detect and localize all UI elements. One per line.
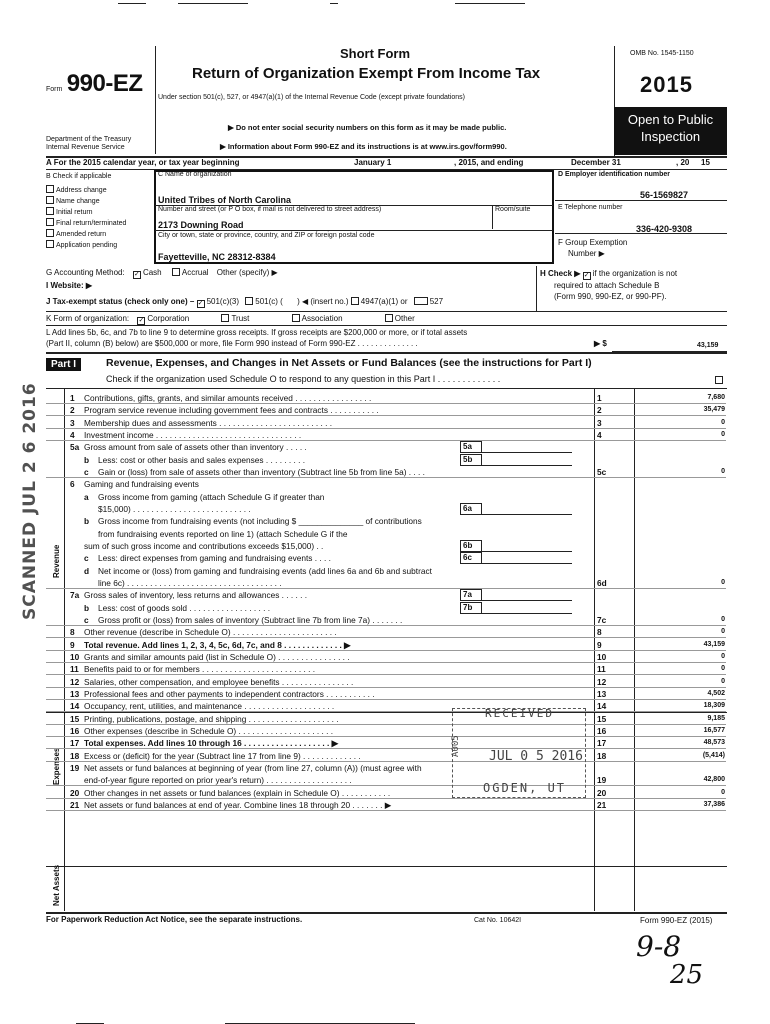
status-501c3-checkbox[interactable]: ✓ 501(c)(3) <box>197 297 240 307</box>
line-ref: 5c <box>597 466 607 477</box>
received-date: JUL 0 5 2016 <box>489 749 583 764</box>
line-description: from fundraising events reported on line 1) (attach Schedule G if the <box>98 528 348 539</box>
scan-mark <box>330 3 338 4</box>
handwritten-note-1: 9-8 <box>636 930 682 963</box>
line-amount[interactable]: 37,386 <box>703 800 725 808</box>
line-number: a <box>84 491 89 502</box>
line-description: Net assets or fund balances at beginning of year (from line 27, column (A)) (must agree with <box>84 762 422 773</box>
line-number: 6 <box>70 479 75 490</box>
line-number: 10 <box>70 651 80 662</box>
line-ref: 1 <box>597 393 602 403</box>
line-k <box>46 314 415 325</box>
website-label[interactable]: I Website: ▶ <box>46 281 93 290</box>
line-amount[interactable]: 0 <box>721 467 725 475</box>
line-ref: 18 <box>597 750 607 761</box>
schedule-o-check: Check if the organization used Schedule O to respond to any question in this Part I . . . . . . . . . . . . . <box>106 374 727 384</box>
line-ref: 12 <box>597 676 607 687</box>
line-amount[interactable]: 16,577 <box>703 726 725 734</box>
group-exemption-label: F Group Exemption <box>558 238 628 247</box>
part-i-line <box>46 663 726 675</box>
part-i-line <box>46 577 726 589</box>
line-number: 3 <box>70 417 75 428</box>
part-i-line <box>46 552 726 564</box>
line-amount[interactable]: 0 <box>721 788 725 796</box>
line-number: 14 <box>70 701 80 712</box>
scanned-stamp: SCANNED JUL 2 6 2016 <box>20 382 40 620</box>
part-i-line <box>46 787 726 799</box>
tax-exempt-status-label: J Tax-exempt status (check only one) – <box>46 297 195 306</box>
line-number: b <box>84 454 90 465</box>
subline-box: 6c <box>460 552 482 564</box>
address-change-checkbox[interactable]: Address change <box>46 185 126 196</box>
no-ssn-notice: ▶ Do not enter social security numbers on this form as it may be made public. <box>228 123 507 132</box>
line-number: 18 <box>70 750 80 761</box>
gross-receipts-amount[interactable]: 43,159 <box>697 342 719 349</box>
line-number: 21 <box>70 799 80 810</box>
line-number: 12 <box>70 676 80 687</box>
line-ref: 4 <box>597 429 602 440</box>
line-number: d <box>84 565 90 576</box>
part-i-line <box>46 762 726 774</box>
ein-label: D Employer identification number <box>558 171 671 178</box>
schedule-b-checkbox[interactable]: ✓ <box>583 272 590 279</box>
part-i-tag: Part I <box>46 358 81 371</box>
handwritten-note-2: 25 <box>670 960 704 990</box>
part-i-line <box>46 688 726 700</box>
line-description: Net income or (loss) from gaming and fundraising events (add lines 6a and 6b and subtract <box>98 565 432 576</box>
line-ref: 21 <box>597 799 607 810</box>
subline-amount-field[interactable] <box>482 454 572 466</box>
net-assets-label: Net Assets <box>52 864 61 906</box>
line-ref: 7c <box>597 614 607 625</box>
line-l: L Add lines 5b, 6c, and 7b to line 9 to determine gross receipts. If gross receipts are $200,000 or more, or if total assets (Part II, column (B) below) are $500,000 or more, file Form 990 instead of Form 990-EZ . . . . . . . . . . . . . . ▶ $ 43,159 <box>46 328 719 349</box>
open-public-line-2: Inspection <box>640 129 701 144</box>
form-footer: Form 990-EZ (2015) <box>640 916 713 925</box>
line-description: sum of such gross income and contributions exceeds $15,000) . . <box>84 540 324 551</box>
line-description: Gross income from gaming (attach Schedule G if greater than <box>98 491 325 502</box>
line-h: H Check ▶ ✓ if the organization is not required to attach Schedule B (Form 990, 990-EZ, or 990-PF). <box>540 269 678 301</box>
part-i-line <box>46 713 726 725</box>
subline-box: 7a <box>460 589 482 601</box>
part-i-line <box>46 417 726 429</box>
part-i-line <box>46 478 726 490</box>
status-501c-checkbox[interactable]: 501(c) ( <box>245 297 283 306</box>
group-exemption-number: Number ▶ <box>568 249 605 258</box>
line-ref: 13 <box>597 688 607 699</box>
cash-checkbox[interactable]: ✓ Cash <box>134 268 162 278</box>
subline-amount-field[interactable] <box>482 552 572 564</box>
part-i-line <box>46 774 726 786</box>
part-i-line <box>46 429 726 441</box>
line-amount[interactable]: 43,159 <box>703 640 725 648</box>
line-ref: 3 <box>597 417 602 428</box>
line-number: 1 <box>70 393 75 403</box>
subline-amount-field[interactable] <box>482 589 572 601</box>
line-ref: 17 <box>597 738 607 749</box>
part-i-line <box>46 565 726 577</box>
line-ref: 10 <box>597 651 607 662</box>
scan-mark <box>455 3 525 4</box>
subline-box: 5b <box>460 454 482 466</box>
line-number: c <box>84 466 89 477</box>
line-amount[interactable]: 35,479 <box>703 406 725 414</box>
subline-box: 7b <box>460 602 482 614</box>
line-number: 17 <box>70 738 80 749</box>
name-change-checkbox[interactable]: Name change <box>46 196 126 207</box>
group-exemption <box>558 237 627 259</box>
part-i-line <box>46 799 726 811</box>
form-title: Return of Organization Exempt From Income Tax <box>192 65 541 82</box>
telephone-value[interactable]: 336-420-9308 <box>636 224 693 234</box>
dept-treasury <box>46 136 131 152</box>
accrual-checkbox[interactable]: Accrual <box>172 268 209 277</box>
line-amount[interactable]: 0 <box>721 418 725 426</box>
part-i-line <box>46 540 726 552</box>
line-number: 9 <box>70 639 75 650</box>
subline-amount-field[interactable] <box>482 503 572 515</box>
subline-amount-field[interactable] <box>482 540 572 552</box>
accounting-method-label: G Accounting Method: <box>46 268 125 277</box>
line-ref: 9 <box>597 639 602 650</box>
tax-year-end-year[interactable]: 15 <box>701 158 710 167</box>
check-applicable-list <box>46 185 126 251</box>
line-description: Other changes in net assets or fund balances (explain in Schedule O) . . . . . . . . . . . <box>84 787 391 798</box>
corporation-checkbox[interactable]: ✓ Corporation <box>138 314 190 324</box>
street-address[interactable]: 2173 Downing Road <box>158 220 244 230</box>
line-ref: 15 <box>597 713 607 724</box>
line-description: Benefits paid to or for members . . . . . . . . . . . . . . . . . . . . . . . . . <box>84 664 316 675</box>
line-description: line 6c) . . . . . . . . . . . . . . . . . . . . . . . . . . . . . . . . . . <box>98 577 282 588</box>
line-number: c <box>84 614 89 625</box>
line-ref: 8 <box>597 627 602 638</box>
part-i-line <box>46 602 726 614</box>
line-amount[interactable]: 0 <box>721 430 725 438</box>
subline-amount-field[interactable] <box>482 441 572 453</box>
line-amount[interactable]: 0 <box>721 677 725 685</box>
form-number: 990-EZ <box>66 70 143 97</box>
line-description: Gross income from fundraising events (not including $ ______________ of contributions <box>98 516 422 527</box>
line-number: 20 <box>70 787 80 798</box>
line-description: Gain or (loss) from sale of assets other than inventory (Subtract line 5b from line 5a) . . . . <box>98 466 425 477</box>
part-i-title: Revenue, Expenses, and Changes in Net Assets or Fund Balances (see the instructions for Part I) <box>106 357 592 369</box>
part-i-line <box>46 528 726 540</box>
part-i-line <box>46 441 726 453</box>
line-description: Program service revenue including government fees and contracts . . . . . . . . . . . <box>84 405 379 416</box>
line-description: Membership dues and assessments . . . . . . . . . . . . . . . . . . . . . . . . . <box>84 417 333 428</box>
line-description: end-of-year figure reported on prior year's return) . . . . . . . . . . . . . . . . . . . <box>84 775 352 786</box>
info-notice: ▶ Information about Form 990-EZ and its instructions is at www.irs.gov/form990. <box>220 142 507 151</box>
part-i-line <box>46 589 726 601</box>
ein-value[interactable]: 56-1569827 <box>640 190 689 200</box>
received-label: RECEIVED <box>485 707 554 720</box>
line-a-mid: , 2015, and ending <box>454 158 524 167</box>
short-form-label: Short Form <box>340 46 411 61</box>
line-description: Gross profit or (loss) from sales of inventory (Subtract line 7b from line 7a) . . . . . . . <box>98 614 403 625</box>
line-number: 15 <box>70 713 80 724</box>
line-number: 19 <box>70 762 80 773</box>
part-i-line <box>46 676 726 688</box>
line-a <box>46 158 727 167</box>
part-i-line <box>46 626 726 638</box>
subline-amount-field[interactable] <box>482 602 572 614</box>
line-a-label: A For the 2015 calendar year, or tax year beginning <box>46 158 240 167</box>
line-ref: 6d <box>597 577 607 588</box>
line-number: 5a <box>70 442 80 453</box>
trust-checkbox[interactable]: Trust <box>221 314 249 323</box>
line-amount[interactable]: 42,800 <box>703 776 725 784</box>
line-description: Salaries, other compensation, and employee benefits . . . . . . . . . . . . . . . . <box>84 676 354 687</box>
line-description: Total revenue. Add lines 1, 2, 3, 4, 5c, 6d, 7c, and 8 . . . . . . . . . . . . . ▶ <box>84 639 351 650</box>
line-j: J Tax-exempt status (check only one) – ✓ 501(c)(3) 501(c) ( ) ◀ (insert no.) 4947(a)(1) or 527 <box>46 297 444 307</box>
open-public-line-1: Open to Public <box>627 112 714 127</box>
application-pending-checkbox[interactable]: Application pending <box>46 240 126 251</box>
line-number: 2 <box>70 405 75 416</box>
received-stamp <box>452 708 586 798</box>
line-number: 7a <box>70 590 80 601</box>
telephone-label: E Telephone number <box>558 204 623 211</box>
tax-year-begin[interactable]: January 1 <box>354 158 392 167</box>
part-i-line <box>46 700 726 712</box>
line-number: b <box>84 516 90 527</box>
revenue-label: Revenue <box>52 544 61 578</box>
line-description: Other expenses (describe in Schedule O) . . . . . . . . . . . . . . . . . . . . . <box>84 725 334 736</box>
part-i-line <box>46 466 726 478</box>
line-g <box>46 268 278 279</box>
line-description: Professional fees and other payments to independent contractors . . . . . . . . . . . <box>84 688 375 699</box>
line-amount[interactable]: 0 <box>721 615 725 623</box>
line-amount[interactable]: 48,573 <box>703 739 725 747</box>
line-ref: 19 <box>597 775 607 786</box>
line-description: Printing, publications, postage, and shipping . . . . . . . . . . . . . . . . . . . . <box>84 713 339 724</box>
line-description: Gross sales of inventory, less returns and allowances . . . . . . <box>84 590 308 601</box>
line-amount[interactable]: 4,502 <box>707 689 725 697</box>
line-description: Contributions, gifts, grants, and similar amounts received . . . . . . . . . . . . . . . . . <box>84 393 372 403</box>
line-description: Less: cost of goods sold . . . . . . . . . . . . . . . . . . <box>98 602 270 613</box>
received-code: A005 <box>451 735 461 757</box>
paperwork-notice: For Paperwork Reduction Act Notice, see the separate instructions. <box>46 915 303 924</box>
under-section: Under section 501(c), 527, or 4947(a)(1) of the Internal Revenue Code (except private foundations) <box>158 94 466 101</box>
scan-mark <box>118 3 146 4</box>
line-ref: 2 <box>597 405 602 416</box>
initial-return-checkbox[interactable]: Initial return <box>46 207 126 218</box>
line-ref: 20 <box>597 787 607 798</box>
other-method[interactable]: Other (specify) ▶ <box>216 268 278 277</box>
line-amount[interactable]: 0 <box>721 652 725 660</box>
expenses-label: Expenses <box>52 747 61 785</box>
line-amount[interactable]: 0 <box>721 578 725 586</box>
line-number: 13 <box>70 688 80 699</box>
line-amount[interactable]: 0 <box>721 628 725 636</box>
part-i-line <box>46 392 726 404</box>
line-amount[interactable]: 9,185 <box>707 714 725 722</box>
subline-box: 6a <box>460 503 482 515</box>
received-city: OGDEN, UT <box>483 781 567 795</box>
line-ref: 14 <box>597 701 607 712</box>
line-number: 11 <box>70 664 79 675</box>
org-name[interactable]: United Tribes of North Carolina <box>158 195 292 205</box>
part-i-line <box>46 614 726 626</box>
other-org-checkbox[interactable]: Other <box>385 314 415 323</box>
line-ref: 16 <box>597 725 607 736</box>
status-527-checkbox[interactable]: 527 <box>414 297 443 306</box>
line-amount[interactable]: 7,680 <box>707 394 725 401</box>
final-return-checkbox[interactable]: Final return/terminated <box>46 218 126 229</box>
city-label: City or town, state or province, country, and ZIP or foreign postal code <box>158 232 375 239</box>
line-amount[interactable]: 18,309 <box>703 702 725 710</box>
part-i-line <box>46 404 726 416</box>
part-i-line <box>46 503 726 515</box>
organization-box <box>154 170 554 264</box>
line-description: Occupancy, rent, utilities, and maintenance . . . . . . . . . . . . . . . . . . . . <box>84 701 335 712</box>
schedule-o-checkbox[interactable] <box>715 376 723 384</box>
part-i-line <box>46 491 726 503</box>
association-checkbox[interactable]: Association <box>292 314 343 323</box>
line-description: Net assets or fund balances at end of year. Combine lines 18 through 20 . . . . . . . ▶ <box>84 799 392 810</box>
scan-mark <box>178 3 248 4</box>
line-description: Other revenue (describe in Schedule O) . . . . . . . . . . . . . . . . . . . . . . . <box>84 627 337 638</box>
part-i-line <box>46 725 726 737</box>
line-amount[interactable]: 0 <box>721 665 725 673</box>
line-description: $15,000) . . . . . . . . . . . . . . . . . . . . . . . . . . <box>98 503 251 514</box>
subline-box: 6b <box>460 540 482 552</box>
part-i-line <box>46 639 726 651</box>
tax-year-end[interactable]: December 31 <box>571 158 621 167</box>
cat-number: Cat No. 10642I <box>474 917 522 924</box>
omb-number: OMB No. 1545-1150 <box>630 50 694 57</box>
status-4947-checkbox[interactable]: 4947(a)(1) or <box>351 297 408 306</box>
form-id <box>46 70 143 98</box>
line-a-year: , 20 <box>676 158 690 167</box>
room-suite-label: Room/suite <box>495 206 531 213</box>
line-description: Gaming and fundraising events <box>84 479 199 490</box>
form-of-org-label: K Form of organization: <box>46 314 130 323</box>
dept-line-1: Department of the Treasury <box>46 136 132 143</box>
line-ref: 11 <box>597 664 606 675</box>
city-state-zip[interactable]: Fayetteville, NC 28312-8384 <box>158 252 276 262</box>
check-applicable-label: B Check if applicable <box>46 173 112 180</box>
tax-year: 2015 <box>640 72 693 97</box>
form-prefix: Form <box>46 86 63 93</box>
line-description: Investment income . . . . . . . . . . . . . . . . . . . . . . . . . . . . . . . . <box>84 429 302 440</box>
line-description: Less: cost or other basis and sales expenses . . . . . . . . . <box>98 454 306 465</box>
line-number: b <box>84 602 90 613</box>
line-description: Total expenses. Add lines 10 through 16 . . . . . . . . . . . . . . . . . . . ▶ <box>84 738 338 749</box>
line-number: 16 <box>70 725 80 736</box>
part-i-line <box>46 515 726 527</box>
dept-line-2: Internal Revenue Service <box>46 144 125 151</box>
line-number: 4 <box>70 429 75 440</box>
part-i-line <box>46 737 726 749</box>
line-number: c <box>84 553 89 564</box>
line-description: Excess or (deficit) for the year (Subtract line 17 from line 9) . . . . . . . . . . . . . <box>84 750 361 761</box>
line-description: Gross amount from sale of assets other than inventory . . . . . <box>84 442 307 453</box>
org-name-label: C Name of organization <box>158 171 232 178</box>
part-i-line <box>46 651 726 663</box>
line-amount[interactable]: (5,414) <box>702 751 725 759</box>
line-description: Less: direct expenses from gaming and fundraising events . . . . <box>98 553 331 564</box>
line-number: 8 <box>70 627 75 638</box>
subline-box: 5a <box>460 441 482 453</box>
part-i-line <box>46 454 726 466</box>
amended-return-checkbox[interactable]: Amended return <box>46 229 126 240</box>
line-description: Grants and similar amounts paid (list in Schedule O) . . . . . . . . . . . . . . . . <box>84 651 350 662</box>
open-to-public-box <box>614 107 727 155</box>
part-i-line <box>46 750 726 762</box>
street-label: Number and street (or P O box, if mail is not delivered to street address) <box>158 206 382 213</box>
